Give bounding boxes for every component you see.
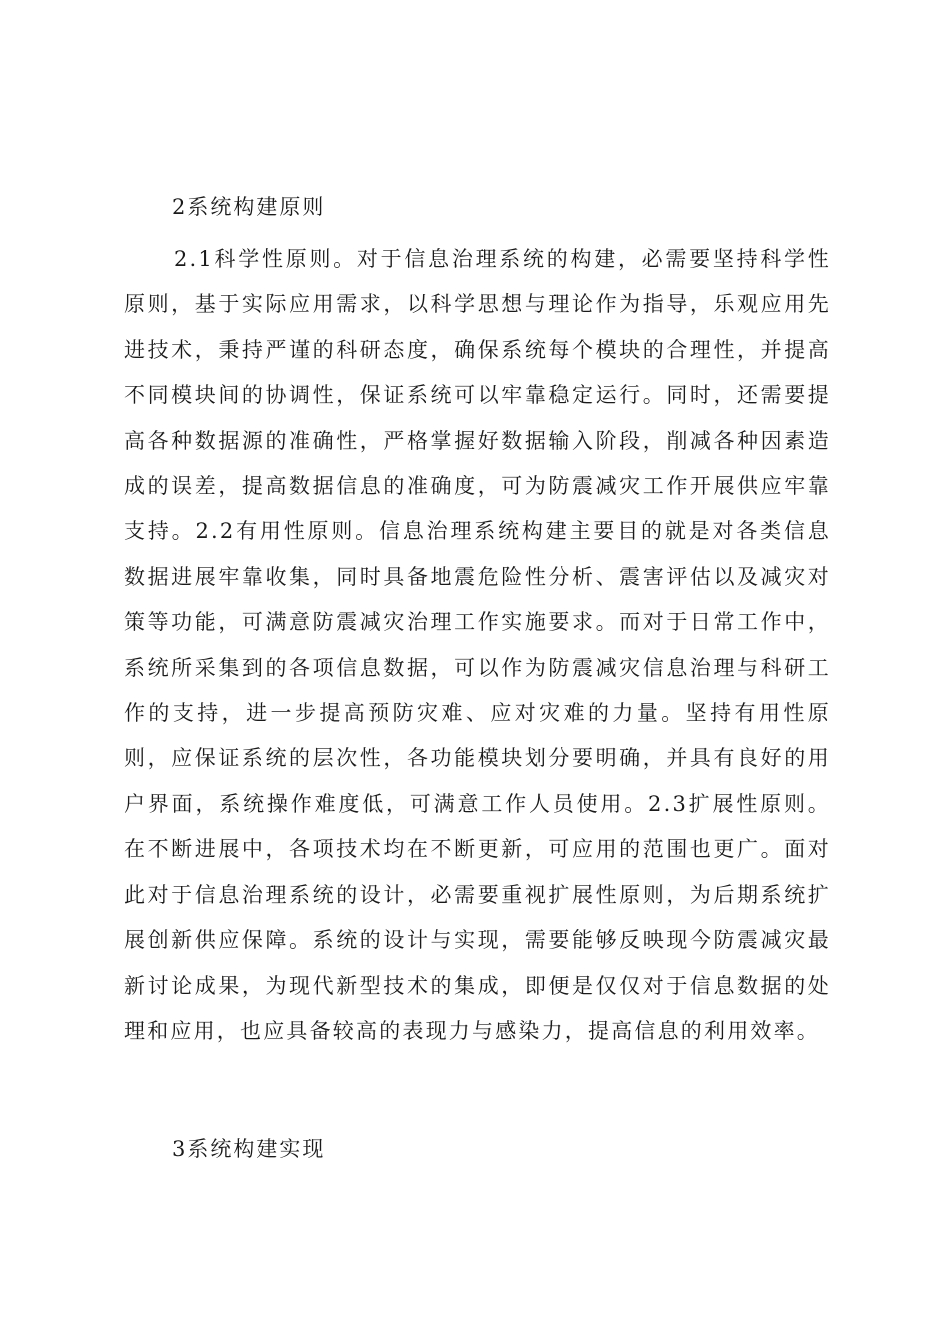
section-2-body-paragraph: 2.1科学性原则。对于信息治理系统的构建，必需要坚持科学性原则，基于实际应用需求，以科学思想与理论作为指导，乐观应用先进技术，秉持严谨的科研态度，确保系统每个模块的合理性，并提高不同模块间的协调性，保证系统可以牢靠稳定运行。同时，还需要提高各种数据源的准确性，严格掌握好数据输入阶段，削减各种因素造成的误差，提高数据信息的准确度，可为防震减灾工作开展供应牢靠支持。2.2有用性原则。信息治理系统构建主要目的就是对各类信息数据进展牢靠收集，同时具备地震危险性分析、震害评估以及减灾对策等功能，可满意防震减灾治理工作实施要求。而对于日常工作中，系统所采集到的各项信息数据，可以作为防震减灾信息治理与科研工作的支持，进一步提高预防灾难、应对灾难的力量。坚持有用性原则，应保证系统的层次性，各功能模块划分要明确，并具有良好的用户界面，系统操作难度低，可满意工作人员使用。2.3扩展性原则。在不断进展中，各项技术均在不断更新，可应用的范围也更广。面对此对于信息治理系统的设计，必需要重视扩展性原则，为后期系统扩展创新供应保障。系统的设计与实现，需要能够反映现今防震减灾最新讨论成果，为现代新型技术的集成，即便是仅仅对于信息数据的处理和应用，也应具备较高的表现力与感染力，提高信息的利用效率。: [124, 247, 831, 1043]
section-2-heading: 2系统构建原则: [172, 195, 326, 219]
section-3-heading: 3系统构建实现: [172, 1137, 326, 1161]
